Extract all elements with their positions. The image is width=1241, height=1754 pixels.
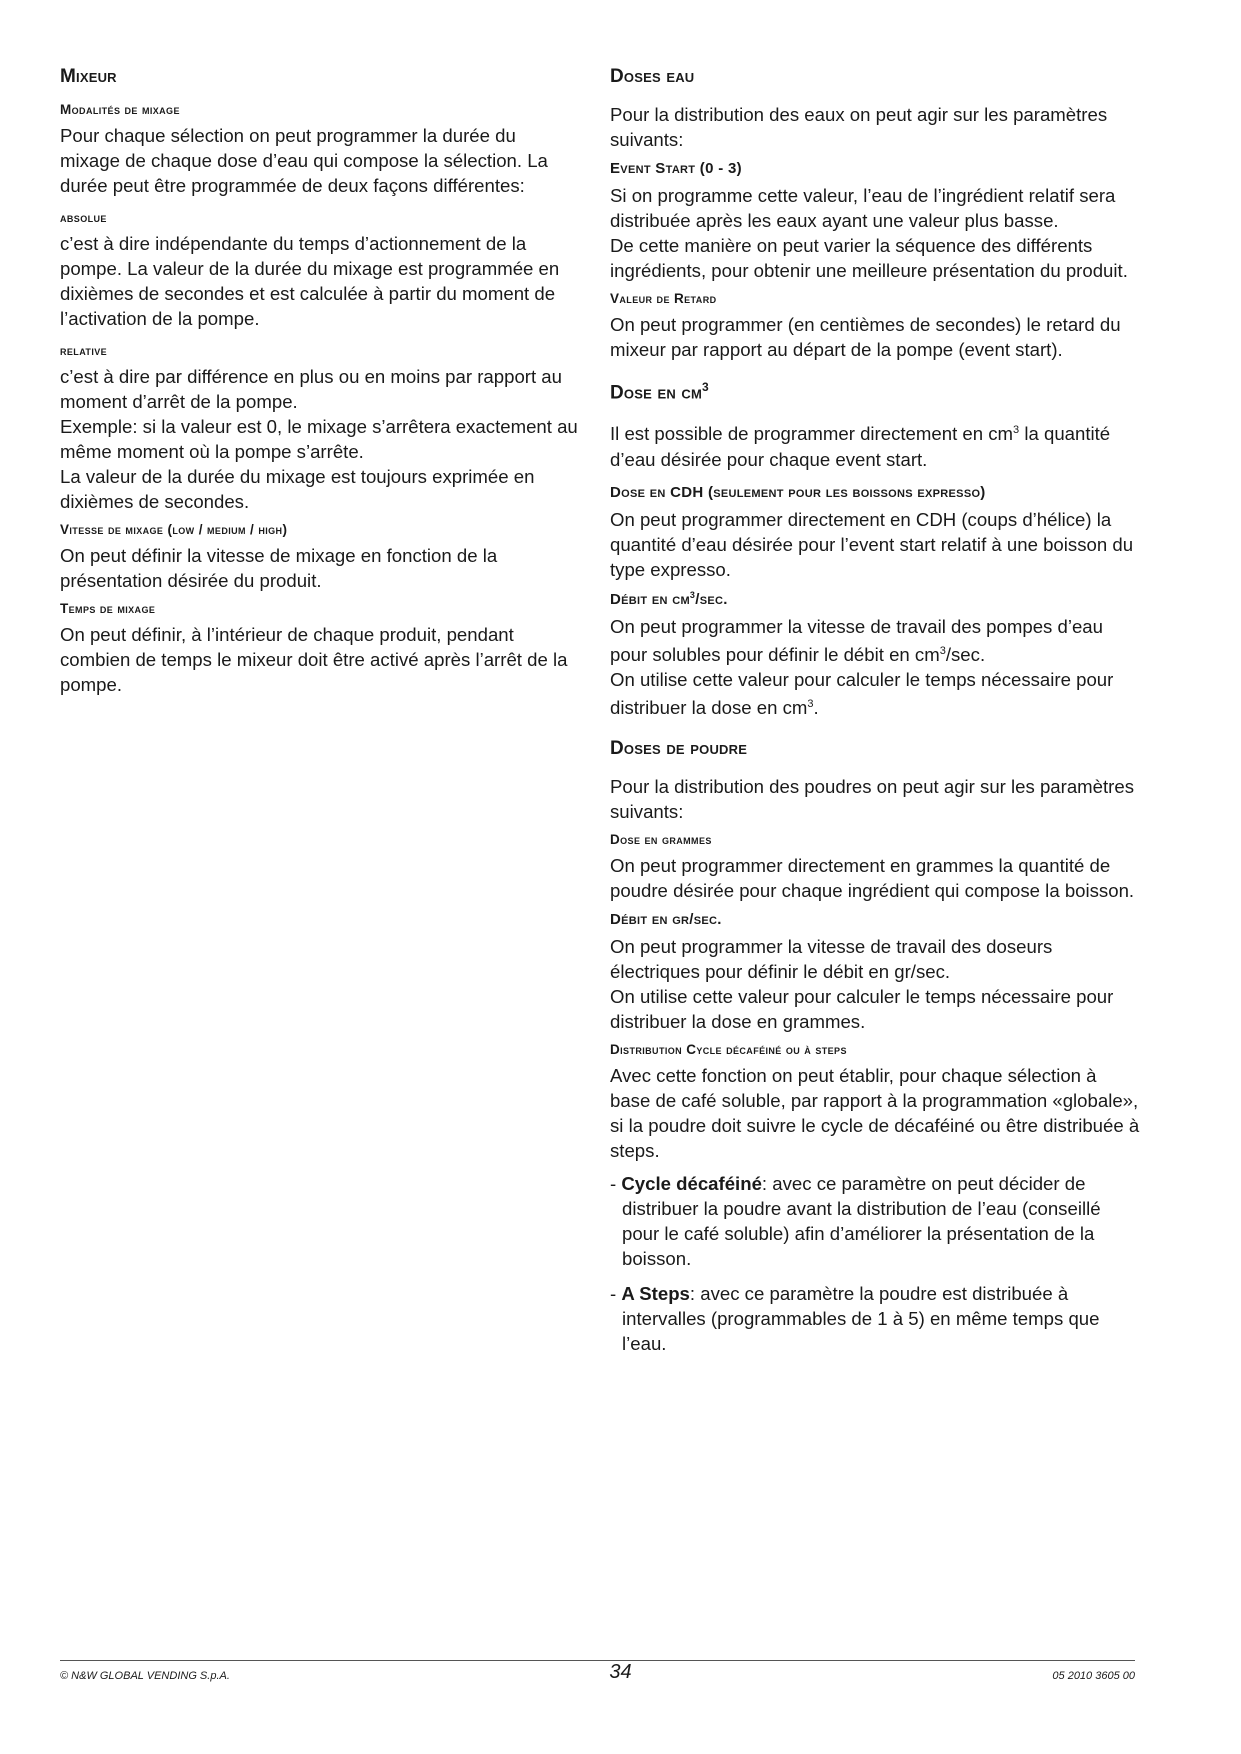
paragraph-absolue: c’est à dire indépendante du temps d’actionnement de la pompe. La valeur de la durée du mixage est programmée en dixièmes de secondes et est calculée à partir du moment de l’activation de la pompe.: [60, 233, 560, 329]
paragraph-debit-cm3-2: [610, 667, 1140, 720]
list-item-a-steps: - A Steps: avec ce paramètre la poudre est distribuée à intervalles (programmables de 1 à 5) en même temps que l’eau.: [610, 1282, 1100, 1354]
subsection-title-distribution: Distribution Cycle décaféiné ou à steps: [610, 1041, 847, 1057]
subsection-title-temps: Temps de mixage: [60, 601, 156, 616]
paragraph-distribution: Avec cette fonction on peut établir, pour chaque sélection à base de café soluble, par rapport à la programmation «globale», si la poudre doit suivre le cycle de décaféiné ou être distribuée à steps.: [610, 1064, 1140, 1161]
list-item-1-bold: Cycle décaféiné: [621, 1172, 762, 1194]
paragraph-debit-cm3-1: [610, 614, 1140, 667]
subsection-title-dose-cdh: Dose en CDH (seulement pour les boissons expresso): [610, 483, 986, 501]
list-item-cycle-decafeine: - Cycle décaféiné: avec ce paramètre on peut décider de distribuer la poudre avant la distribution de l’eau (conseillé pour le café soluble) afin d’améliorer la présentation de la boisson.: [610, 1172, 1101, 1269]
subsection-title-absolue: absolue: [60, 210, 107, 225]
paragraph-dose-grammes: On peut programmer directement en grammes la quantité de poudre désirée pour chaque ingrédient qui compose la boisson.: [610, 854, 1135, 901]
dose-cm3-title-text: Dose en cm: [610, 382, 703, 404]
right-column: [610, 66, 1140, 1366]
debit-cm3-title-a: Débit en cm: [610, 590, 690, 608]
footer-page-number: 34: [609, 1661, 632, 1683]
paragraph-temps: On peut définir, à l’intérieur de chaque produit, pendant combien de temps le mixeur doit être activé après l’arrêt de la pompe.: [60, 624, 568, 695]
paragraph-debit-gr-1: On peut programmer la vitesse de travail des doseurs électriques pour définir le débit en gr/sec.: [610, 935, 1053, 982]
section-title-doses-poudre: Doses de poudre: [610, 737, 748, 759]
dose-cm3-text-b: la quantité d’eau désirée pour chaque event start.: [610, 423, 1111, 470]
subsection-title-vitesse: Vitesse de mixage (low / medium / high): [60, 522, 288, 537]
paragraph-relative-3: La valeur de la durée du mixage est toujours exprimée en dixièmes de secondes.: [60, 466, 535, 512]
paragraph-dose-cm3: [610, 418, 1140, 471]
paragraph-dose-cdh: On peut programmer directement en CDH (coups d’hélice) la quantité d’eau désirée pour l’event start relatif à une boisson du type expresso.: [610, 508, 1134, 580]
list-item-2-bold: A Steps: [621, 1282, 690, 1304]
debit-cm3-text-2a: On utilise cette valeur pour calculer le temps nécessaire pour distribuer la dose en cm: [610, 668, 1114, 718]
debit-cm3-title-b: /sec.: [695, 590, 728, 608]
dose-cm3-title-sup: 3: [702, 380, 709, 394]
paragraph-vitesse: On peut définir la vitesse de mixage en fonction de la présentation désirée du produit.: [60, 545, 498, 591]
debit-cm3-title-sup: 3: [689, 589, 696, 600]
subsection-title-debit-cm3: [610, 590, 1140, 608]
paragraph-retard: On peut programmer (en centièmes de secondes) le retard du mixeur par rapport au départ de la pompe (event start).: [610, 314, 1121, 360]
paragraph-modalites: Pour chaque sélection on peut programmer la durée du mixage de chaque dose d’eau qui compose la sélection. La durée peut être programmée de deux façons différentes:: [60, 125, 548, 196]
subsection-title-modalites: Modalités de mixage: [60, 102, 180, 117]
paragraph-event-start-2: De cette manière on peut varier la séquence des différents ingrédients, pour obtenir une meilleure présentation du produit.: [610, 235, 1128, 281]
debit-cm3-text-1b: /sec.: [945, 643, 986, 665]
paragraph-event-start-1: Si on programme cette valeur, l’eau de l’ingrédient relatif sera distribuée après les eaux ayant une valeur plus basse.: [610, 185, 1116, 231]
debit-cm3-text-2b: .: [813, 696, 819, 718]
subsection-title-event-start: Event Start (0 - 3): [610, 160, 742, 177]
footer-copyright: © N&W GLOBAL VENDING S.p.A.: [60, 1670, 230, 1682]
list-item-2-text: : avec ce paramètre la poudre est distribuée à intervalles (programmables de 1 à 5) en même temps que l’eau.: [622, 1282, 1100, 1354]
paragraph-relative-1: c’est à dire par différence en plus ou en moins par rapport au moment d’arrêt de la pompe.: [60, 366, 562, 412]
subsection-title-debit-gr: Débit en gr/sec.: [610, 910, 722, 928]
paragraph-debit-gr-2: On utilise cette valeur pour calculer le temps nécessaire pour distribuer la dose en grammes.: [610, 985, 1114, 1032]
section-title-dose-cm3: [610, 380, 1140, 404]
paragraph-doses-poudre: Pour la distribution des poudres on peut agir sur les paramètres suivants:: [610, 775, 1135, 822]
section-title-doses-eau: Doses eau: [610, 66, 695, 87]
dose-cm3-text-sup: 3: [1013, 424, 1020, 437]
debit-cm3-text-1a: On peut programmer la vitesse de travail des pompes d’eau pour solubles pour définir le débit en cm: [610, 615, 1103, 665]
debit-cm3-text-2sup: 3: [807, 697, 814, 710]
left-column: [60, 66, 580, 705]
debit-cm3-text-1sup: 3: [939, 644, 946, 657]
section-title-mixeur: Mixeur: [60, 66, 117, 87]
subsection-title-relative: relative: [60, 343, 108, 358]
paragraph-doses-eau: Pour la distribution des eaux on peut agir sur les paramètres suivants:: [610, 104, 1108, 150]
footer-doc-code: 05 2010 3605 00: [1052, 1670, 1135, 1682]
list-item-1-text: : avec ce paramètre on peut décider de distribuer la poudre avant la distribution de l’eau (conseillé pour le café soluble) afin d’améliorer la présentation de la boisson.: [622, 1172, 1101, 1269]
subsection-title-dose-grammes: Dose en grammes: [610, 831, 712, 847]
dose-cm3-text-a: Il est possible de programmer directement en cm: [610, 423, 1014, 445]
paragraph-relative-2: Exemple: si la valeur est 0, le mixage s’arrêtera exactement au même moment où la pompe s’arrête.: [60, 416, 578, 462]
subsection-title-retard: Valeur de Retard: [610, 291, 717, 306]
